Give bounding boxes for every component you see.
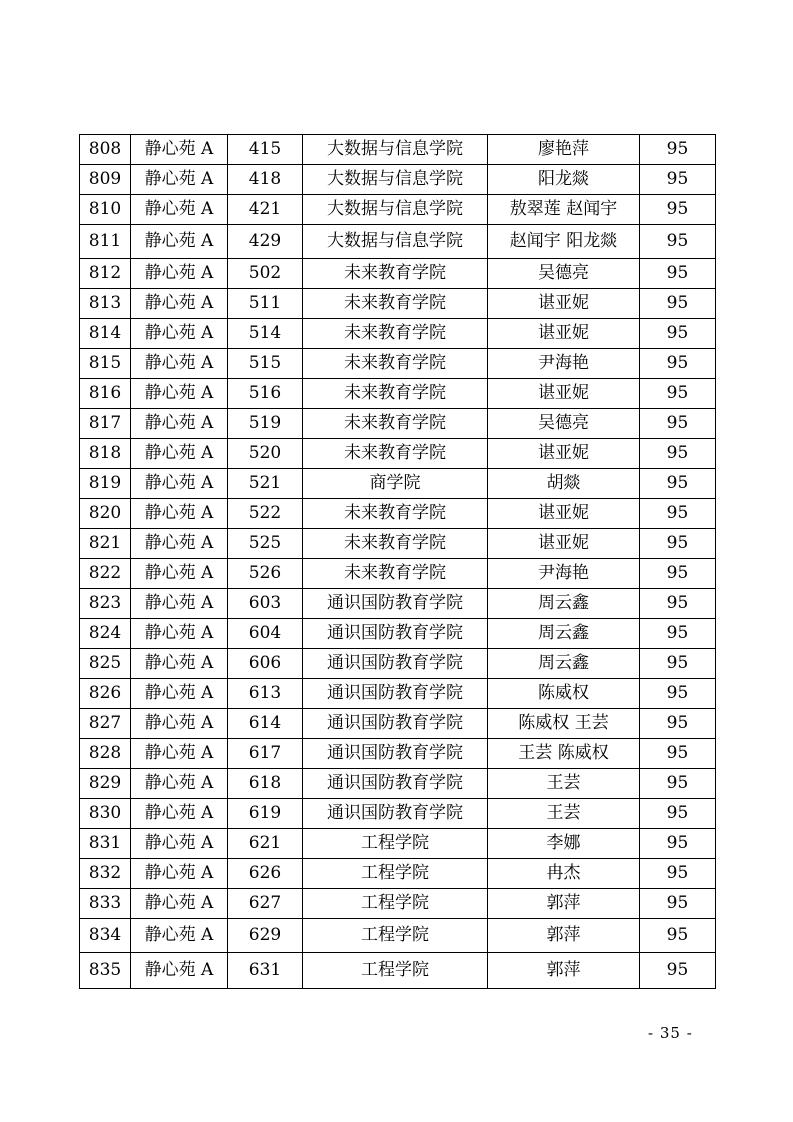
college-cell: 通识国防教育学院 — [303, 679, 488, 709]
score-cell: 95 — [640, 559, 716, 589]
score-cell: 95 — [640, 709, 716, 739]
table-row — [80, 799, 716, 829]
room-cell: 617 — [228, 739, 303, 769]
names-cell: 谌亚妮 — [488, 439, 640, 469]
score-cell: 95 — [640, 529, 716, 559]
building-cell: 静心苑 A — [131, 195, 228, 225]
table-row — [80, 379, 716, 409]
room-cell: 603 — [228, 589, 303, 619]
row-number-cell: 811 — [80, 225, 131, 259]
table-row — [80, 225, 716, 259]
table-row — [80, 709, 716, 739]
row-number-cell: 823 — [80, 589, 131, 619]
table-row — [80, 619, 716, 649]
row-number-cell: 834 — [80, 919, 131, 953]
room-cell: 516 — [228, 379, 303, 409]
names-cell: 陈威权 — [488, 679, 640, 709]
row-number-cell: 813 — [80, 289, 131, 319]
table-row — [80, 409, 716, 439]
score-cell: 95 — [640, 259, 716, 289]
building-cell: 静心苑 A — [131, 529, 228, 559]
table-row — [80, 135, 716, 165]
names-cell: 陈威权 王芸 — [488, 709, 640, 739]
names-cell: 廖艳萍 — [488, 135, 640, 165]
table-row — [80, 889, 716, 919]
room-cell: 429 — [228, 225, 303, 259]
college-cell: 大数据与信息学院 — [303, 225, 488, 259]
building-cell: 静心苑 A — [131, 559, 228, 589]
college-cell: 未来教育学院 — [303, 289, 488, 319]
table-row — [80, 499, 716, 529]
row-number-cell: 814 — [80, 319, 131, 349]
room-cell: 619 — [228, 799, 303, 829]
names-cell: 尹海艳 — [488, 349, 640, 379]
college-cell: 工程学院 — [303, 859, 488, 889]
row-number-cell: 833 — [80, 889, 131, 919]
college-cell: 工程学院 — [303, 829, 488, 859]
score-cell: 95 — [640, 289, 716, 319]
names-cell: 王芸 陈威权 — [488, 739, 640, 769]
row-number-cell: 818 — [80, 439, 131, 469]
row-number-cell: 822 — [80, 559, 131, 589]
score-cell: 95 — [640, 349, 716, 379]
score-cell: 95 — [640, 195, 716, 225]
building-cell: 静心苑 A — [131, 259, 228, 289]
building-cell: 静心苑 A — [131, 859, 228, 889]
row-number-cell: 829 — [80, 769, 131, 799]
dormitory-score-table — [79, 134, 716, 989]
table-row — [80, 829, 716, 859]
score-cell: 95 — [640, 889, 716, 919]
building-cell: 静心苑 A — [131, 799, 228, 829]
college-cell: 工程学院 — [303, 953, 488, 989]
college-cell: 工程学院 — [303, 919, 488, 953]
row-number-cell: 821 — [80, 529, 131, 559]
table-row — [80, 559, 716, 589]
names-cell: 周云鑫 — [488, 649, 640, 679]
score-cell: 95 — [640, 769, 716, 799]
college-cell: 未来教育学院 — [303, 349, 488, 379]
names-cell: 谌亚妮 — [488, 289, 640, 319]
score-cell: 95 — [640, 829, 716, 859]
room-cell: 415 — [228, 135, 303, 165]
row-number-cell: 820 — [80, 499, 131, 529]
building-cell: 静心苑 A — [131, 589, 228, 619]
building-cell: 静心苑 A — [131, 499, 228, 529]
building-cell: 静心苑 A — [131, 225, 228, 259]
row-number-cell: 819 — [80, 469, 131, 499]
room-cell: 525 — [228, 529, 303, 559]
page-number: - 35 - — [648, 1024, 693, 1042]
score-cell: 95 — [640, 953, 716, 989]
building-cell: 静心苑 A — [131, 289, 228, 319]
table-row — [80, 349, 716, 379]
score-cell: 95 — [640, 165, 716, 195]
names-cell: 冉杰 — [488, 859, 640, 889]
room-cell: 519 — [228, 409, 303, 439]
building-cell: 静心苑 A — [131, 919, 228, 953]
table-row — [80, 679, 716, 709]
room-cell: 629 — [228, 919, 303, 953]
names-cell: 吴德亮 — [488, 259, 640, 289]
room-cell: 604 — [228, 619, 303, 649]
room-cell: 606 — [228, 649, 303, 679]
room-cell: 502 — [228, 259, 303, 289]
table-row — [80, 589, 716, 619]
table-row — [80, 259, 716, 289]
building-cell: 静心苑 A — [131, 319, 228, 349]
college-cell: 未来教育学院 — [303, 559, 488, 589]
building-cell: 静心苑 A — [131, 953, 228, 989]
names-cell: 周云鑫 — [488, 589, 640, 619]
score-cell: 95 — [640, 859, 716, 889]
score-cell: 95 — [640, 649, 716, 679]
building-cell: 静心苑 A — [131, 829, 228, 859]
room-cell: 618 — [228, 769, 303, 799]
college-cell: 未来教育学院 — [303, 259, 488, 289]
score-cell: 95 — [640, 799, 716, 829]
table-row — [80, 859, 716, 889]
row-number-cell: 816 — [80, 379, 131, 409]
building-cell: 静心苑 A — [131, 889, 228, 919]
row-number-cell: 826 — [80, 679, 131, 709]
building-cell: 静心苑 A — [131, 469, 228, 499]
college-cell: 大数据与信息学院 — [303, 135, 488, 165]
score-cell: 95 — [640, 589, 716, 619]
college-cell: 商学院 — [303, 469, 488, 499]
building-cell: 静心苑 A — [131, 619, 228, 649]
building-cell: 静心苑 A — [131, 165, 228, 195]
room-cell: 613 — [228, 679, 303, 709]
building-cell: 静心苑 A — [131, 739, 228, 769]
row-number-cell: 825 — [80, 649, 131, 679]
names-cell: 郭萍 — [488, 953, 640, 989]
college-cell: 大数据与信息学院 — [303, 195, 488, 225]
building-cell: 静心苑 A — [131, 649, 228, 679]
score-cell: 95 — [640, 319, 716, 349]
building-cell: 静心苑 A — [131, 439, 228, 469]
college-cell: 通识国防教育学院 — [303, 799, 488, 829]
room-cell: 522 — [228, 499, 303, 529]
table-row — [80, 739, 716, 769]
table-row — [80, 769, 716, 799]
score-cell: 95 — [640, 679, 716, 709]
room-cell: 515 — [228, 349, 303, 379]
table-row — [80, 529, 716, 559]
room-cell: 631 — [228, 953, 303, 989]
row-number-cell: 809 — [80, 165, 131, 195]
college-cell: 通识国防教育学院 — [303, 739, 488, 769]
score-cell: 95 — [640, 469, 716, 499]
score-cell: 95 — [640, 409, 716, 439]
score-cell: 95 — [640, 135, 716, 165]
row-number-cell: 835 — [80, 953, 131, 989]
table-row — [80, 469, 716, 499]
score-cell: 95 — [640, 225, 716, 259]
college-cell: 未来教育学院 — [303, 409, 488, 439]
building-cell: 静心苑 A — [131, 379, 228, 409]
table-row — [80, 289, 716, 319]
row-number-cell: 832 — [80, 859, 131, 889]
college-cell: 未来教育学院 — [303, 439, 488, 469]
college-cell: 未来教育学院 — [303, 499, 488, 529]
names-cell: 谌亚妮 — [488, 499, 640, 529]
building-cell: 静心苑 A — [131, 349, 228, 379]
row-number-cell: 824 — [80, 619, 131, 649]
table-row — [80, 953, 716, 989]
names-cell: 赵闻宇 阳龙燚 — [488, 225, 640, 259]
names-cell: 敖翠莲 赵闻宇 — [488, 195, 640, 225]
college-cell: 通识国防教育学院 — [303, 649, 488, 679]
room-cell: 514 — [228, 319, 303, 349]
table-row — [80, 439, 716, 469]
names-cell: 谌亚妮 — [488, 319, 640, 349]
row-number-cell: 810 — [80, 195, 131, 225]
row-number-cell: 830 — [80, 799, 131, 829]
names-cell: 尹海艳 — [488, 559, 640, 589]
room-cell: 511 — [228, 289, 303, 319]
score-cell: 95 — [640, 919, 716, 953]
college-cell: 通识国防教育学院 — [303, 589, 488, 619]
college-cell: 通识国防教育学院 — [303, 709, 488, 739]
names-cell: 谌亚妮 — [488, 379, 640, 409]
names-cell: 郭萍 — [488, 919, 640, 953]
table-row — [80, 919, 716, 953]
room-cell: 614 — [228, 709, 303, 739]
room-cell: 418 — [228, 165, 303, 195]
room-cell: 521 — [228, 469, 303, 499]
names-cell: 王芸 — [488, 799, 640, 829]
names-cell: 谌亚妮 — [488, 529, 640, 559]
college-cell: 未来教育学院 — [303, 529, 488, 559]
score-cell: 95 — [640, 739, 716, 769]
row-number-cell: 815 — [80, 349, 131, 379]
row-number-cell: 831 — [80, 829, 131, 859]
building-cell: 静心苑 A — [131, 679, 228, 709]
score-cell: 95 — [640, 439, 716, 469]
score-cell: 95 — [640, 619, 716, 649]
row-number-cell: 828 — [80, 739, 131, 769]
names-cell: 阳龙燚 — [488, 165, 640, 195]
building-cell: 静心苑 A — [131, 409, 228, 439]
names-cell: 胡燚 — [488, 469, 640, 499]
table-row — [80, 649, 716, 679]
college-cell: 大数据与信息学院 — [303, 165, 488, 195]
table-body — [80, 135, 716, 989]
names-cell: 吴德亮 — [488, 409, 640, 439]
room-cell: 520 — [228, 439, 303, 469]
building-cell: 静心苑 A — [131, 135, 228, 165]
names-cell: 李娜 — [488, 829, 640, 859]
table-row — [80, 319, 716, 349]
room-cell: 621 — [228, 829, 303, 859]
building-cell: 静心苑 A — [131, 769, 228, 799]
room-cell: 421 — [228, 195, 303, 225]
college-cell: 未来教育学院 — [303, 319, 488, 349]
score-cell: 95 — [640, 499, 716, 529]
row-number-cell: 827 — [80, 709, 131, 739]
college-cell: 通识国防教育学院 — [303, 619, 488, 649]
room-cell: 627 — [228, 889, 303, 919]
building-cell: 静心苑 A — [131, 709, 228, 739]
college-cell: 未来教育学院 — [303, 379, 488, 409]
row-number-cell: 817 — [80, 409, 131, 439]
names-cell: 王芸 — [488, 769, 640, 799]
college-cell: 通识国防教育学院 — [303, 769, 488, 799]
names-cell: 周云鑫 — [488, 619, 640, 649]
row-number-cell: 812 — [80, 259, 131, 289]
college-cell: 工程学院 — [303, 889, 488, 919]
row-number-cell: 808 — [80, 135, 131, 165]
names-cell: 郭萍 — [488, 889, 640, 919]
room-cell: 626 — [228, 859, 303, 889]
room-cell: 526 — [228, 559, 303, 589]
score-cell: 95 — [640, 379, 716, 409]
table-row — [80, 195, 716, 225]
table-row — [80, 165, 716, 195]
